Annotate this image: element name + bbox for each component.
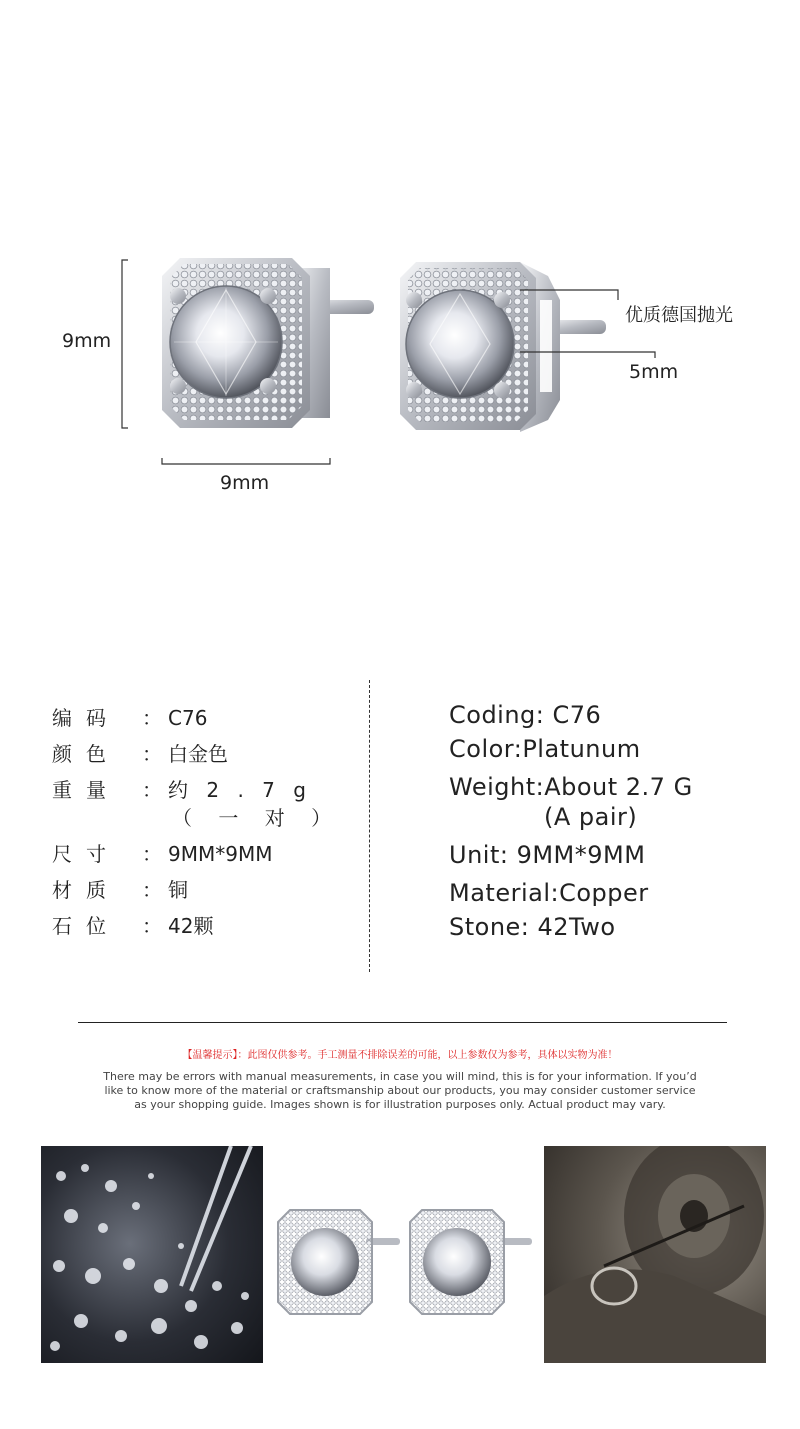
spec-value: C76 [168,706,208,730]
spec-separator: ： [142,742,162,766]
thickness-dimension-label: 5mm [629,361,679,383]
spec-weight-note: (A pair) [544,803,638,831]
spec-separator: ： [142,878,162,902]
product-dimension-figure [0,0,800,620]
spec-row-color [52,736,341,772]
spec-value: 9MM*9MM [168,842,273,866]
spec-key: 重量 [52,778,120,802]
spec-value: 白金色 [168,742,228,766]
spec-row-material [52,872,341,908]
height-dimension-label: 9mm [62,330,112,352]
spec-key: 颜色 [52,742,120,766]
spec-row-code [52,700,341,736]
spec-separator: ： [142,778,162,802]
notice-english: There may be errors with manual measurements, in case you will mind, this is for your information. If you’d like to know more of the material or craftsmanship about our products, you may consider customer service as your shopping guide. Images shown is for illustration purposes only. Actual product may vary. [103,1070,697,1111]
spec-coding: Coding: C76 [449,701,602,729]
notice-chinese: 【温馨提示】：此图仅供参考。手工测量不排除误差的可能，以上参数仅为参考，具体以实物为准！ [182,1050,618,1061]
spec-separator: ： [142,842,162,866]
spec-row-stone [52,908,341,944]
spec-key: 材质 [52,878,120,902]
spec-weight-note: （ 一 对 ） [172,806,342,830]
spec-key: 石位 [52,914,120,938]
spec-weight: Weight:About 2.7 G [449,773,693,801]
loose-gems-photo [41,1146,263,1363]
section-divider [78,1022,727,1023]
spec-value: 42颗 [168,914,214,938]
earring-side [400,262,606,432]
polish-label: 优质德国抛光 [625,305,733,326]
spec-stone: Stone: 42Two [449,913,616,941]
spec-value: 约 2 . 7 g [168,778,312,802]
earring-front [162,258,374,428]
width-dimension-label: 9mm [220,472,270,494]
spec-key: 编码 [52,706,120,730]
spec-color: Color:Platunum [449,735,641,763]
earrings-pair-photo [270,1180,536,1330]
craftsmanship-photo [544,1146,766,1363]
spec-unit: Unit: 9MM*9MM [449,841,646,869]
spec-key: 尺寸 [52,842,120,866]
spec-list-english [449,698,693,944]
spec-row-size [52,836,341,872]
spec-list-chinese [52,700,341,944]
spec-column-divider [369,680,370,972]
spec-separator: ： [142,706,162,730]
spec-separator: ： [142,914,162,938]
spec-value: 铜 [168,878,188,902]
spec-material: Material:Copper [449,879,649,907]
